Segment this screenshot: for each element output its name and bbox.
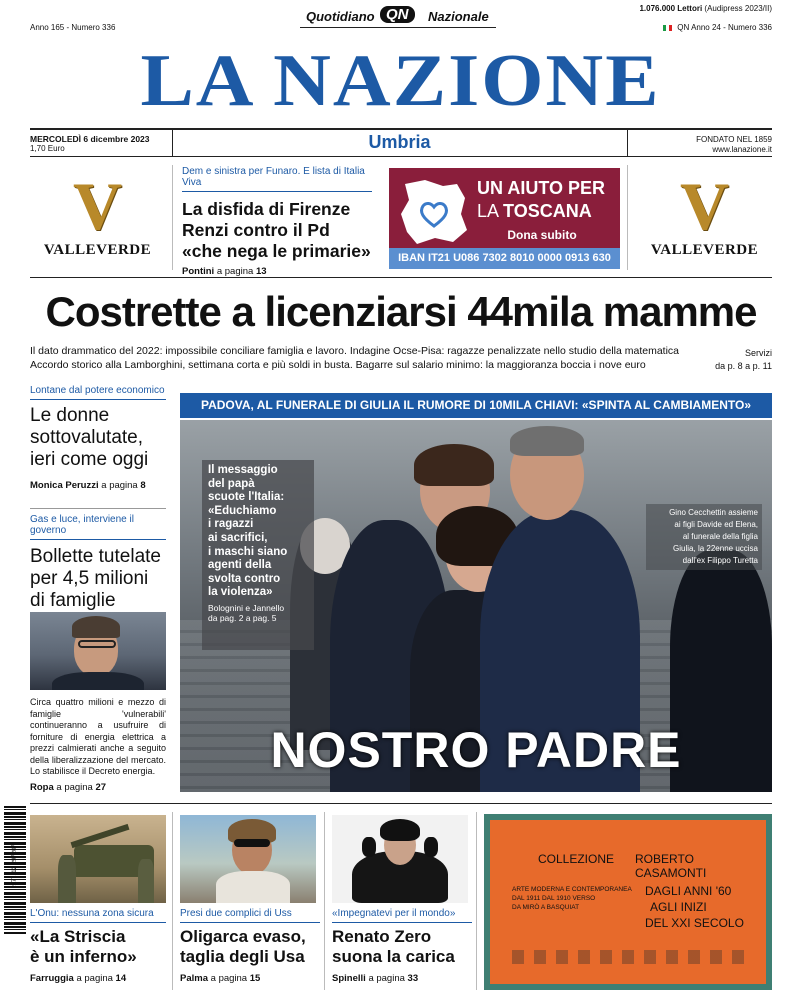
author: Farruggia bbox=[30, 973, 74, 984]
sidebar-story-2-kicker: Gas e luce, interviene il governo bbox=[30, 514, 166, 540]
quote-box[interactable] bbox=[202, 460, 314, 650]
headline-line: ieri come oggi bbox=[30, 449, 149, 470]
author: Ropa bbox=[30, 782, 54, 793]
issue-right-text: QN Anno 24 - Numero 336 bbox=[677, 23, 772, 32]
readers-source: (Audipress 2023/II) bbox=[704, 4, 772, 13]
bottom-story-1[interactable] bbox=[30, 908, 166, 984]
valleverde-brand: VALLEVERDE bbox=[43, 242, 152, 258]
page-number: 27 bbox=[95, 782, 107, 793]
top-story-ref bbox=[182, 266, 372, 277]
top-divider-1 bbox=[172, 165, 173, 270]
bottom-story-2-headline[interactable] bbox=[180, 927, 320, 967]
top-row-rule bbox=[30, 277, 772, 278]
main-photo[interactable] bbox=[180, 420, 772, 792]
sidebar-story-1-kicker: Lontane dal potere economico bbox=[30, 385, 166, 400]
caption-line: Gino Cecchettin assieme bbox=[669, 508, 758, 517]
bottom-story-3[interactable] bbox=[332, 908, 472, 984]
quote-line: «Educhiamo bbox=[208, 504, 277, 517]
headline-line: Le donne bbox=[30, 405, 110, 426]
headline-line: Renato Zero bbox=[332, 927, 432, 946]
lead-subhead-1: Il dato drammatico del 2022: impossibile conciliare famiglia e lavoro. Indagine Ocse-Pisa: ragazze penalizzate nello studio della matematica bbox=[30, 345, 680, 357]
valleverde-ad-right[interactable] bbox=[637, 170, 772, 265]
quote-line: svolta contro bbox=[208, 572, 281, 585]
gaza-photo bbox=[30, 815, 166, 903]
date-label: MERCOLEDÌ 6 dicembre 2023 bbox=[30, 134, 150, 144]
bottom-story-3-ref bbox=[332, 973, 472, 984]
oligarch-photo bbox=[180, 815, 316, 903]
casamonti-small-2: DAL 1911 DAL 1910 VERSO bbox=[512, 895, 596, 902]
caption-line: al funerale della figlia bbox=[682, 532, 758, 541]
top-story-kicker: Dem e sinistra per Funaro. E lista di Italia Viva bbox=[182, 166, 372, 192]
newspaper-title[interactable]: LA NAZIONE bbox=[140, 40, 661, 122]
photo-caption bbox=[646, 504, 762, 570]
bottom-story-1-headline[interactable] bbox=[30, 927, 166, 967]
author: Spinelli bbox=[332, 973, 366, 984]
top-story-headline-line: «che nega le primarie» bbox=[182, 241, 371, 261]
lead-subhead-2: Accordo storico alla Lamborghini, settimana corta e più soldi in busta. Bagarre sul salario minimo: la maggioranza boccia i nove euro bbox=[30, 359, 646, 371]
italy-flag-icon bbox=[663, 25, 672, 31]
author: Monica Peruzzi bbox=[30, 480, 99, 491]
casamonti-small-3: DA MIRÒ A BASQUIAT bbox=[512, 904, 580, 911]
quote-line: Il messaggio bbox=[208, 464, 278, 476]
father-hair bbox=[510, 426, 584, 456]
sidebar-story-2[interactable] bbox=[30, 514, 166, 612]
caption-line: ai figli Davide ed Elena, bbox=[674, 520, 758, 529]
readers-info bbox=[560, 4, 772, 13]
author: Palma bbox=[180, 973, 208, 984]
hand-right bbox=[424, 837, 438, 857]
website-link[interactable]: www.lanazione.it bbox=[712, 145, 772, 154]
bottom-story-1-ref bbox=[30, 973, 166, 984]
nazionale-label: Nazionale bbox=[428, 9, 489, 24]
valleverde-v-logo: V bbox=[679, 168, 730, 244]
readers-count: 1.076.000 Lettori bbox=[639, 4, 703, 13]
headline-line: per 4,5 milioni bbox=[30, 568, 149, 589]
casamonti-small-1: ARTE MODERNA E CONTEMPORANEA bbox=[512, 886, 632, 893]
headline-line: di famiglie bbox=[30, 590, 116, 611]
toscana-cta[interactable]: Dona subito bbox=[507, 228, 577, 242]
quote-text bbox=[208, 464, 308, 600]
page-ref-text: a pagina bbox=[101, 480, 138, 491]
page-number: 8 bbox=[140, 480, 146, 491]
quotidiano-label: Quotidiano bbox=[306, 9, 375, 24]
renato-zero-photo bbox=[332, 815, 468, 903]
toscana-line2-region: TOSCANA bbox=[503, 201, 592, 221]
valleverde-ad-left[interactable] bbox=[30, 170, 165, 265]
sidebar-story-1-headline[interactable] bbox=[30, 405, 166, 471]
sidebar-story-2-ref bbox=[30, 782, 106, 793]
bottom-story-3-kicker: «Impegnatevi per il mondo» bbox=[332, 908, 472, 923]
toscana-line2-prefix: LA bbox=[477, 201, 504, 221]
glasses-icon bbox=[78, 640, 116, 648]
barcode-digits: 977112 297207 bbox=[12, 844, 18, 886]
page-ref-text: a pagina bbox=[76, 973, 113, 984]
headline-line: suona la carica bbox=[332, 947, 455, 966]
casamonti-ad-inner bbox=[490, 820, 766, 984]
valleverde-brand: VALLEVERDE bbox=[650, 242, 759, 258]
servizi-pages: da p. 8 a p. 11 bbox=[715, 361, 772, 371]
quote-pages: da pag. 2 a pag. 5 bbox=[208, 612, 277, 623]
quote-line: la violenza» bbox=[208, 586, 273, 599]
quote-line: i maschi siano bbox=[208, 545, 288, 558]
top-story-page: 13 bbox=[255, 266, 267, 277]
bottom-story-3-headline[interactable] bbox=[332, 927, 472, 967]
main-photo-title: NOSTRO PADRE bbox=[270, 722, 682, 778]
masthead-top-rule bbox=[300, 27, 496, 28]
bottom-section-rule bbox=[30, 803, 772, 804]
caption-line: Giulia, la 22enne uccisa bbox=[673, 544, 758, 553]
bottom-divider-3 bbox=[476, 812, 477, 990]
qn-logo: QN bbox=[380, 6, 415, 23]
sidebar-rule bbox=[30, 508, 166, 509]
quote-line: scuote l'Italia: bbox=[208, 491, 285, 504]
casamonti-logos bbox=[512, 950, 752, 964]
casamonti-brand-1: COLLEZIONE bbox=[538, 852, 615, 866]
founded-label: FONDATO NEL 1859 bbox=[696, 135, 772, 144]
page-ref-text: a pagina bbox=[368, 973, 405, 984]
casamonti-brand-2: ROBERTO CASAMONTI bbox=[635, 852, 707, 880]
bottom-story-2[interactable] bbox=[180, 908, 320, 984]
caption-line: dall'ex Filippo Turetta bbox=[682, 556, 758, 565]
top-story-headline[interactable] bbox=[182, 199, 372, 262]
oligarch-shirt bbox=[216, 871, 290, 903]
sidebar-story-2-headline[interactable] bbox=[30, 546, 166, 612]
lead-headline[interactable]: Costrette a licenziarsi 44mila mamme bbox=[45, 288, 757, 335]
tuscany-heart-icon bbox=[395, 176, 473, 248]
casamonti-line-2: AGLI INIZI bbox=[650, 900, 707, 914]
masthead-rule-top bbox=[30, 128, 772, 130]
headline-line: taglia degli Usa bbox=[180, 947, 305, 966]
bottom-story-2-ref bbox=[180, 973, 320, 984]
toscana-line2 bbox=[477, 201, 592, 222]
top-story-author: Pontini bbox=[182, 266, 215, 277]
minister-hair bbox=[72, 616, 120, 638]
quote-line: del papà bbox=[208, 477, 255, 490]
servizi-label: Servizi bbox=[744, 348, 772, 358]
casamonti-line-3: DEL XXI SECOLO bbox=[645, 916, 744, 930]
toscana-line1: UN AIUTO PER bbox=[477, 178, 606, 198]
page-number: 33 bbox=[407, 973, 419, 984]
minister-photo bbox=[30, 612, 166, 690]
sidebar-story-1-ref bbox=[30, 480, 166, 491]
headline-line: Oligarca evaso, bbox=[180, 927, 306, 946]
lead-servizi bbox=[700, 347, 772, 373]
casamonti-line-1: DAGLI ANNI '60 bbox=[645, 884, 732, 898]
top-story-headline-line: Renzi contro il Pd bbox=[182, 220, 330, 240]
soldier-figure bbox=[138, 859, 154, 903]
sidebar-story-1[interactable] bbox=[30, 385, 166, 491]
page-ref-text: a pagina bbox=[56, 782, 93, 793]
headline-line: Bollette tutelate bbox=[30, 546, 161, 567]
headline-line: «La Striscia bbox=[30, 927, 126, 946]
page-number: 14 bbox=[115, 973, 127, 984]
quote-line: i ragazzi bbox=[208, 518, 254, 531]
page-ref-text: a pagina bbox=[210, 973, 248, 984]
sidebar-story-2-body: Circa quattro milioni e mezzo di famiglie 'vulnerabili' continueranno a usufruire di forniture di energia elettrica a prezzi calmierati anche a seguito della liberalizzazione del mercato. Lo stabilisce il Decreto energia. bbox=[30, 697, 166, 776]
quote-line: ai sacrifici, bbox=[208, 531, 268, 544]
bottom-story-2-kicker: Presi due complici di Uss bbox=[180, 908, 320, 923]
casamonti-ad[interactable] bbox=[484, 814, 772, 990]
bottom-divider-2 bbox=[324, 812, 325, 990]
soldier-figure bbox=[58, 855, 76, 903]
toscana-iban: IBAN IT21 U086 7302 8010 0000 0913 630 bbox=[389, 248, 620, 269]
bottom-divider-1 bbox=[172, 812, 173, 990]
son-hair bbox=[414, 444, 494, 486]
top-story-headline-line: La disfida di Firenze bbox=[182, 199, 351, 219]
minister-suit bbox=[52, 672, 144, 690]
edition-label: Umbria bbox=[368, 132, 431, 152]
bottom-story-1-kicker: L'Onu: nessuna zona sicura bbox=[30, 908, 166, 923]
sunglasses-icon bbox=[234, 839, 270, 847]
quote-line: agenti della bbox=[208, 559, 272, 572]
top-story[interactable] bbox=[182, 166, 372, 277]
price-label: 1,70 Euro bbox=[30, 144, 65, 153]
valleverde-v-logo: V bbox=[72, 168, 123, 244]
page-number: 15 bbox=[249, 973, 261, 984]
headline-line: è un inferno» bbox=[30, 947, 137, 966]
masthead-rule-bottom bbox=[30, 156, 772, 157]
issue-left: Anno 165 - Numero 336 bbox=[30, 23, 116, 32]
renato-hair bbox=[380, 819, 420, 841]
hand-left bbox=[362, 837, 376, 857]
issue-right bbox=[600, 23, 772, 32]
main-photo-banner[interactable]: PADOVA, AL FUNERALE DI GIULIA IL RUMORE DI 10MILA CHIAVI: «SPINTA AL CAMBIAMENTO» bbox=[180, 393, 772, 418]
headline-line: sottovalutate, bbox=[30, 427, 144, 448]
toscana-ad[interactable] bbox=[389, 168, 620, 269]
page-ref-text: a pagina bbox=[216, 266, 254, 277]
edition-divider-right bbox=[627, 130, 628, 156]
quote-authors: Bolognini e Jannello bbox=[208, 602, 285, 613]
top-divider-2 bbox=[627, 165, 628, 270]
